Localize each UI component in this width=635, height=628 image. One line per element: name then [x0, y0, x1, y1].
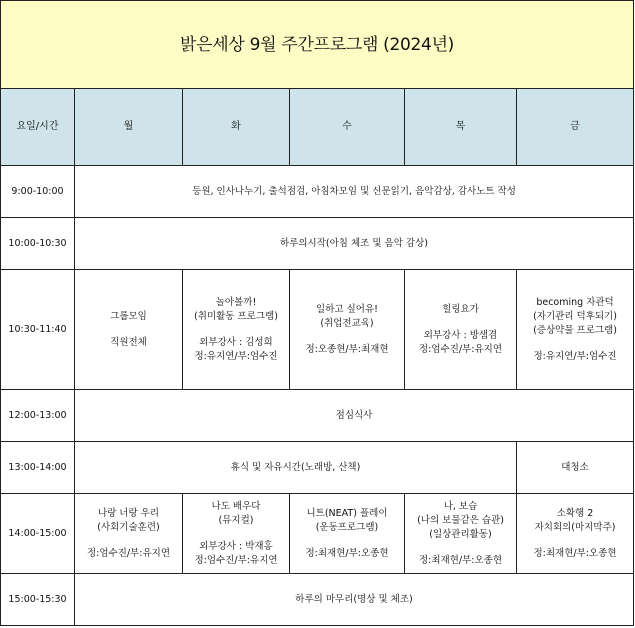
- program-text: (운동프로그램): [315, 521, 379, 533]
- program-text: 정:유지연/부:엄수진: [194, 350, 278, 362]
- cell-spacer: [77, 535, 180, 547]
- program-text: 나랑 너랑 우리: [97, 507, 160, 519]
- program-text: (일상관리활동): [429, 528, 492, 540]
- program-cell: [75, 390, 634, 442]
- time-slot: 10:00-10:30: [1, 218, 75, 270]
- program-cell: [517, 442, 634, 494]
- program-text: 정:엄수진/부:유지연: [194, 554, 278, 566]
- cell-spacer: [519, 338, 631, 350]
- cell-spacer: [292, 331, 402, 343]
- program-text: 정:최재현/부:오종현: [533, 547, 617, 559]
- program-cell: [290, 270, 405, 390]
- program-text: (뮤지컬): [218, 514, 254, 526]
- cell-spacer: [185, 528, 287, 540]
- schedule-row: [1, 218, 634, 270]
- program-text: 정:엄수진/부:유지연: [418, 343, 503, 355]
- program-text: 점심식사: [335, 409, 373, 421]
- cell-spacer: [185, 324, 287, 336]
- program-text: (취미활동 프로그램): [194, 310, 278, 322]
- program-text: 정:최재현/부:오종현: [418, 554, 503, 566]
- header-day-thu: 목: [405, 89, 517, 166]
- program-cell: [517, 494, 634, 574]
- program-text: 대청소: [561, 461, 589, 473]
- program-text: 휴식 및 자유시간(노래방, 산책): [230, 461, 361, 473]
- program-text: 정:엄수진/부:유지연: [86, 547, 171, 559]
- program-text: becoming 자관덕: [536, 296, 614, 308]
- program-text: 정:오종현/부:최재현: [305, 343, 389, 355]
- program-text: (사회기술훈련): [97, 521, 160, 533]
- program-text: 직원전체: [110, 336, 147, 348]
- schedule-row: [1, 574, 634, 626]
- cell-spacer: [519, 535, 631, 547]
- program-text: (나의 보물같은 습관): [417, 514, 504, 526]
- program-text: (자기관리 덕후되기): [533, 310, 617, 322]
- program-text: 외부강사 : 방샘겸: [423, 329, 498, 341]
- program-text: 나도 배우다: [211, 500, 261, 512]
- page-title: 밝은세상 9월 주간프로그램 (2024년): [1, 1, 634, 89]
- time-slot: 13:00-14:00: [1, 442, 75, 494]
- header-day-wed: 수: [290, 89, 405, 166]
- schedule-row: [1, 494, 634, 574]
- program-text: (증상약물 프로그램): [533, 324, 617, 336]
- program-cell: [183, 270, 290, 390]
- program-cell: [75, 270, 183, 390]
- schedule-row: [1, 442, 634, 494]
- program-text: 소확행 2: [556, 507, 594, 519]
- program-cell: [405, 494, 517, 574]
- program-text: 그룹모임: [110, 310, 147, 322]
- program-text: 하루의시작(아침 체조 및 음악 감상): [280, 237, 428, 249]
- program-text: 외부강사 : 김성희: [199, 336, 273, 348]
- program-text: 외부강사 : 박재홍: [199, 540, 273, 552]
- cell-spacer: [407, 542, 514, 554]
- program-cell: [405, 270, 517, 390]
- cell-spacer: [292, 535, 402, 547]
- cell-spacer: [407, 317, 514, 329]
- program-cell: [517, 270, 634, 390]
- header-day-fri: 금: [517, 89, 634, 166]
- time-slot: 15:00-15:30: [1, 574, 75, 626]
- title-row: [1, 1, 634, 89]
- schedule-row: [1, 270, 634, 390]
- time-slot: 12:00-13:00: [1, 390, 75, 442]
- program-text: 정:최재현/부:오종현: [305, 547, 389, 559]
- program-cell: [75, 166, 634, 218]
- schedule-row: [1, 166, 634, 218]
- header-row: [1, 89, 634, 166]
- time-slot: 9:00-10:00: [1, 166, 75, 218]
- header-time-label: 요일/시간: [1, 89, 75, 166]
- header-day-mon: 월: [75, 89, 183, 166]
- program-cell: [75, 218, 634, 270]
- header-day-tue: 화: [183, 89, 290, 166]
- time-slot: 10:30-11:40: [1, 270, 75, 390]
- program-text: 일하고 싶어유!: [316, 303, 378, 315]
- program-text: 자치회의(마지막주): [534, 521, 616, 533]
- program-cell: [75, 574, 634, 626]
- program-cell: [75, 494, 183, 574]
- cell-spacer: [77, 324, 180, 336]
- schedule-row: [1, 390, 634, 442]
- program-text: 놀아볼까!: [215, 296, 257, 308]
- program-text: 니트(NEAT) 플레이: [306, 507, 388, 519]
- program-text: 등원, 인사나누기, 출석점검, 아침차모임 및 신문읽기, 음악감상, 감사노트 작성: [192, 185, 516, 197]
- time-slot: 14:00-15:00: [1, 494, 75, 574]
- program-text: 힐링요가: [442, 303, 479, 315]
- program-text: 하루의 마무리(명상 및 체조): [295, 593, 413, 605]
- program-cell: [183, 494, 290, 574]
- program-text: (취업전교육): [320, 317, 374, 329]
- program-cell: [290, 494, 405, 574]
- program-text: 나, 보습: [443, 500, 478, 512]
- program-text: 정:유지연/부:엄수진: [533, 350, 617, 362]
- program-cell: [75, 442, 517, 494]
